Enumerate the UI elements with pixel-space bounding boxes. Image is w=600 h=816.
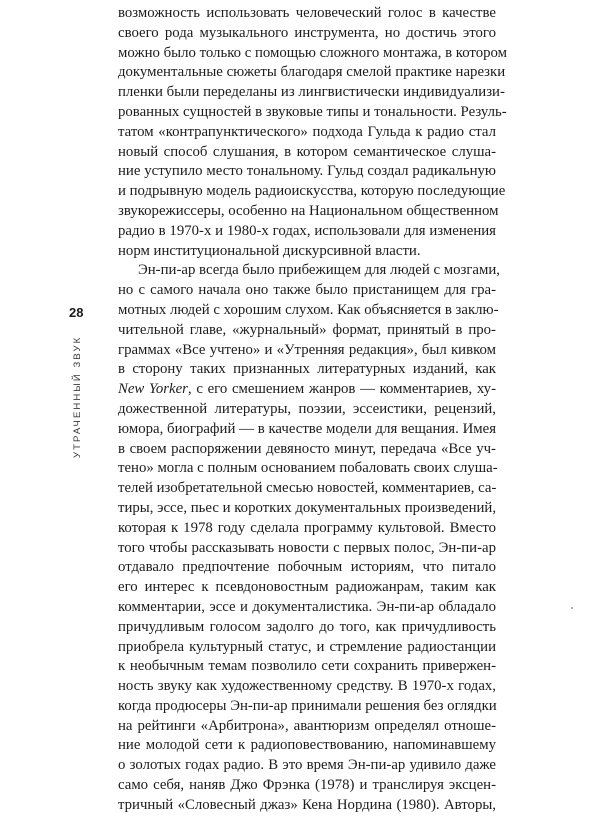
text-line: его интерес к псевдоновостным радиожанрам, таким как xyxy=(118,579,496,596)
running-head-wrap xyxy=(72,330,86,510)
text-line-with-italic: New Yorker, с его смешением жанров — комментариев, ху- xyxy=(118,381,496,398)
body-text xyxy=(118,4,507,816)
text-line: тиры, эссе, пьес и коротких документальных произведений, xyxy=(118,499,497,516)
paragraph-1 xyxy=(118,4,507,261)
text-line: когда продюсеры Эн-пи-ар принимали решения без оглядки xyxy=(118,697,497,714)
text-line: в сторону таких признанных литературных изданий, как xyxy=(118,361,496,378)
text-line: ние уступило место тональному. Гульд создал радикальную xyxy=(118,163,496,180)
text-line: тричный «Словесный джаз» Кена Нордина (1980). Авторы, xyxy=(118,796,496,813)
text-line: о золотых годах радио. В это время Эн-пи-ар удивило даже xyxy=(118,757,496,774)
running-head: УТРАЧЕННЫЙ ЗВУК xyxy=(72,335,83,458)
text-line: отдавало предпочтение побочным историям, что питало xyxy=(118,559,496,576)
text-line: юмора, биографий — в качестве модели для вещания. Имея xyxy=(118,420,496,437)
text-line: Эн-пи-ар всегда было прибежищем для людей с мозгами, xyxy=(138,262,500,279)
text-line: возможность использовать человеческий голос в качестве xyxy=(118,5,496,21)
text-line: татом «контрапунктического» подхода Гульда к радио стал xyxy=(118,123,496,140)
text-line: на рейтинги «Арбитрона», авантюризм определял отноше- xyxy=(118,717,496,734)
magazine-title: New Yorker xyxy=(118,381,188,398)
text-line: мотных людей с хорошим слухом. Как объясняется в заклю- xyxy=(118,301,499,318)
text-line: звукорежиссеры, особенно на Национальном общественном xyxy=(118,202,499,219)
text-line: документальные сюжеты благодаря смелой практике нарезки xyxy=(118,64,506,81)
text-line: в своем распоряжении девяносто минут, передача «Все уч- xyxy=(118,440,496,457)
text-line: граммах «Все учтено» и «Утренняя редакция», был кивком xyxy=(118,341,496,358)
text-line: к необычным темам позволило сети сохранить привержен- xyxy=(118,658,496,675)
text-line: радио в 1970-х и 1980-х годах, использовали для изменения xyxy=(118,222,496,239)
text-line: можно было только с помощью сложного монтажа, в котором xyxy=(118,44,507,61)
text-line: пленки были переделаны из лингвистически индивидуализи- xyxy=(118,84,505,101)
text-line: причудливым голосом задолго до того, как причудливость xyxy=(118,618,496,635)
text-line: но с самого начала оно также было пристанищем для гра- xyxy=(118,282,496,299)
paragraph-2 xyxy=(118,261,500,815)
text-line: приобрела культурный статус, и стремление радиостанции xyxy=(118,638,496,655)
page-number: 28 xyxy=(69,305,84,320)
text-line: и подрывную модель радиоискусства, которую последующие xyxy=(118,183,506,200)
text-line: рованных сущностей в звуковые типы и тональности. Резуль- xyxy=(118,103,507,120)
text-line: новый способ слушания, в котором семантическое слуша- xyxy=(118,143,496,160)
text-line: которая к 1978 году сделала программу культовой. Вместо xyxy=(118,519,496,536)
text-line: ность звуку как художественному средству. В 1970-х годах, xyxy=(118,678,496,695)
margin-dot xyxy=(571,607,573,609)
text-line: ние молодой сети к радиоповествованию, напоминавшему xyxy=(118,737,496,754)
text-line: норм институциональной дискурсивной власти. xyxy=(118,242,421,259)
text-line: тено» могла с полным основанием побаловать своих слуша- xyxy=(118,460,498,477)
text-line: само себя, наняв Джо Фрэнка (1978) и транслируя эксцен- xyxy=(118,777,496,794)
text-line: чительной главе, «журнальный» формат, принятый в про- xyxy=(118,321,496,338)
text-line: того чтобы рассказывать новости с первых полос, Эн-пи-ар xyxy=(118,539,496,556)
text-line: дожественной литературы, поэзии, эссеистики, рецензий, xyxy=(118,400,496,417)
text-line: телей изобретательной смесью новостей, комментариев, са- xyxy=(118,480,497,497)
text-line: своего рода музыкального инструмента, но достичь этого xyxy=(118,24,496,41)
text-line: комментарии, эссе и документалистика. Эн-пи-ар обладало xyxy=(118,598,496,615)
